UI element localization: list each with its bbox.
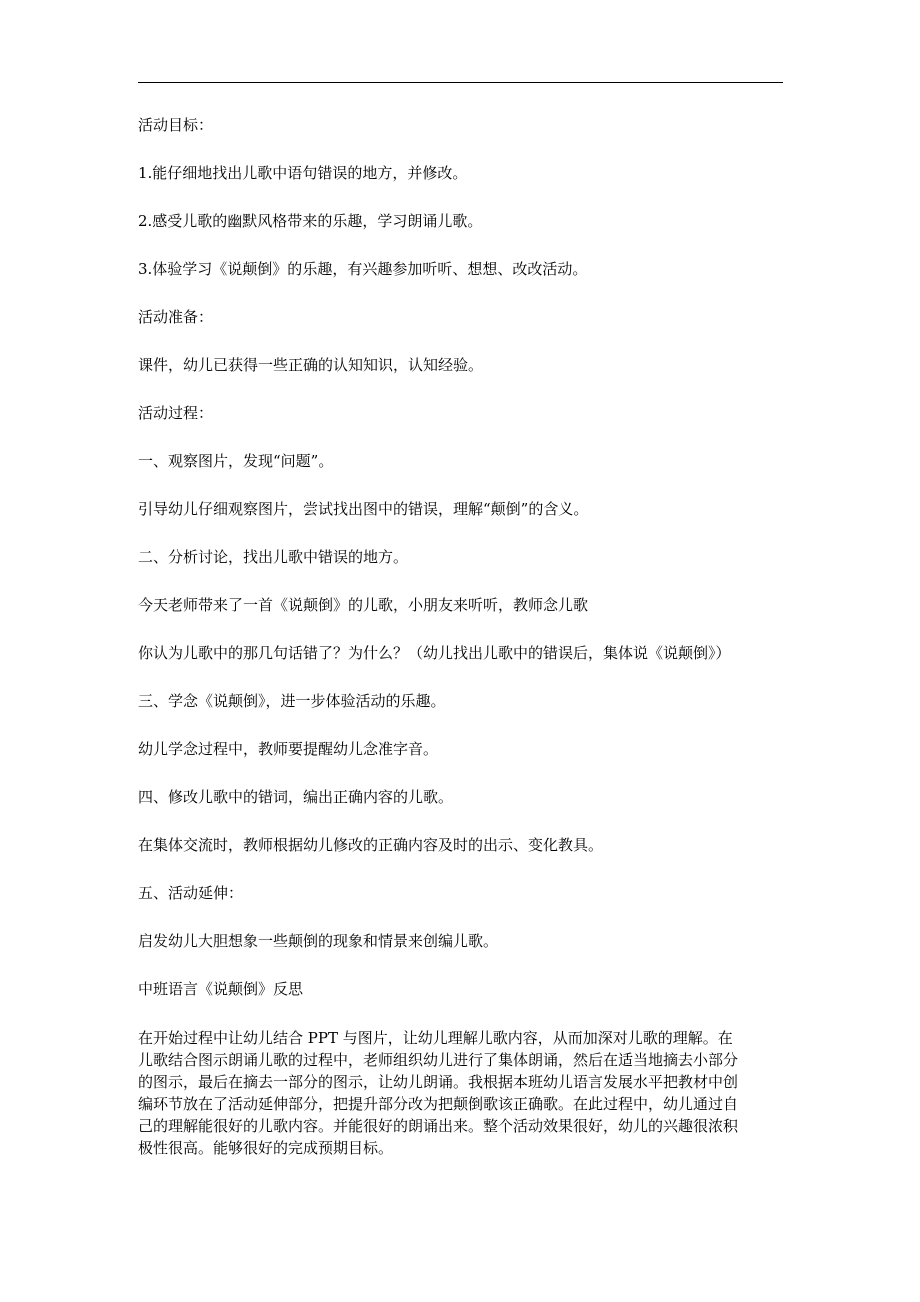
process-step-5-detail: 启发幼儿大胆想象一些颠倒的现象和情景来创编儿歌。 xyxy=(138,932,499,950)
process-step-1-detail: 引导幼儿仔细观察图片，尝试找出图中的错误，理解“颠倒”的含义。 xyxy=(138,500,589,518)
reflection-line: 儿歌结合图示朗诵儿歌的过程中，老师组织幼儿进行了集体朗诵，然后在适当地摘去小部分 xyxy=(138,1051,739,1069)
process-step-3-detail: 幼儿学念过程中，教师要提醒幼儿念准字音。 xyxy=(138,740,439,758)
heading-preparation: 活动准备： xyxy=(138,308,214,326)
reflection-line: 的图示，最后在摘去一部分的图示，让幼儿朗诵。我根据本班幼儿语言发展水平把教材中创 xyxy=(138,1073,739,1091)
process-step-4-detail: 在集体交流时，教师根据幼儿修改的正确内容及时的出示、变化教具。 xyxy=(138,836,604,854)
process-step-2: 二、分析讨论，找出儿歌中错误的地方。 xyxy=(138,548,409,566)
process-step-2-detail-2: 你认为儿歌中的那几句话错了？为什么？（幼儿找出儿歌中的错误后，集体说《说颠倒》） xyxy=(138,644,731,662)
process-step-4: 四、修改儿歌中的错词，编出正确内容的儿歌。 xyxy=(138,788,454,806)
reflection-line: 己的理解能很好的儿歌内容。并能很好的朗诵出来。整个活动效果很好，幼儿的兴趣很浓积 xyxy=(138,1117,739,1135)
goal-item-3: 3.体验学习《说颠倒》的乐趣，有兴趣参加听听、想想、改改活动。 xyxy=(138,260,588,278)
process-step-1: 一、观察图片，发现“问题”。 xyxy=(138,452,334,470)
reflection-paragraph xyxy=(138,1027,783,1159)
heading-process: 活动过程： xyxy=(138,404,214,422)
reflection-line: 编环节放在了活动延伸部分，把提升部分改为把颠倒歌该正确歌。在此过程中，幼儿通过自 xyxy=(138,1095,739,1113)
goal-item-2: 2.感受儿歌的幽默风格带来的乐趣，学习朗诵儿歌。 xyxy=(138,212,483,230)
reflection-line: 极性很高。能够很好的完成预期目标。 xyxy=(138,1139,394,1157)
preparation-text: 课件，幼儿已获得一些正确的认知知识，认知经验。 xyxy=(138,356,484,374)
heading-goals: 活动目标： xyxy=(138,116,214,134)
reflection-heading: 中班语言《说颠倒》反思 xyxy=(138,980,304,998)
process-step-3: 三、学念《说颠倒》，进一步体验活动的乐趣。 xyxy=(138,692,446,710)
process-step-5: 五、活动延伸： xyxy=(138,884,244,902)
header-rule xyxy=(138,82,783,83)
reflection-line: 在开始过程中让幼儿结合 PPT 与图片，让幼儿理解儿歌内容，从而加深对儿歌的理解。在 xyxy=(138,1029,733,1047)
goal-item-1: 1.能仔细地找出儿歌中语句错误的地方，并修改。 xyxy=(138,164,468,182)
process-step-2-detail-1: 今天老师带来了一首《说颠倒》的儿歌，小朋友来听听，教师念儿歌 xyxy=(138,596,589,614)
